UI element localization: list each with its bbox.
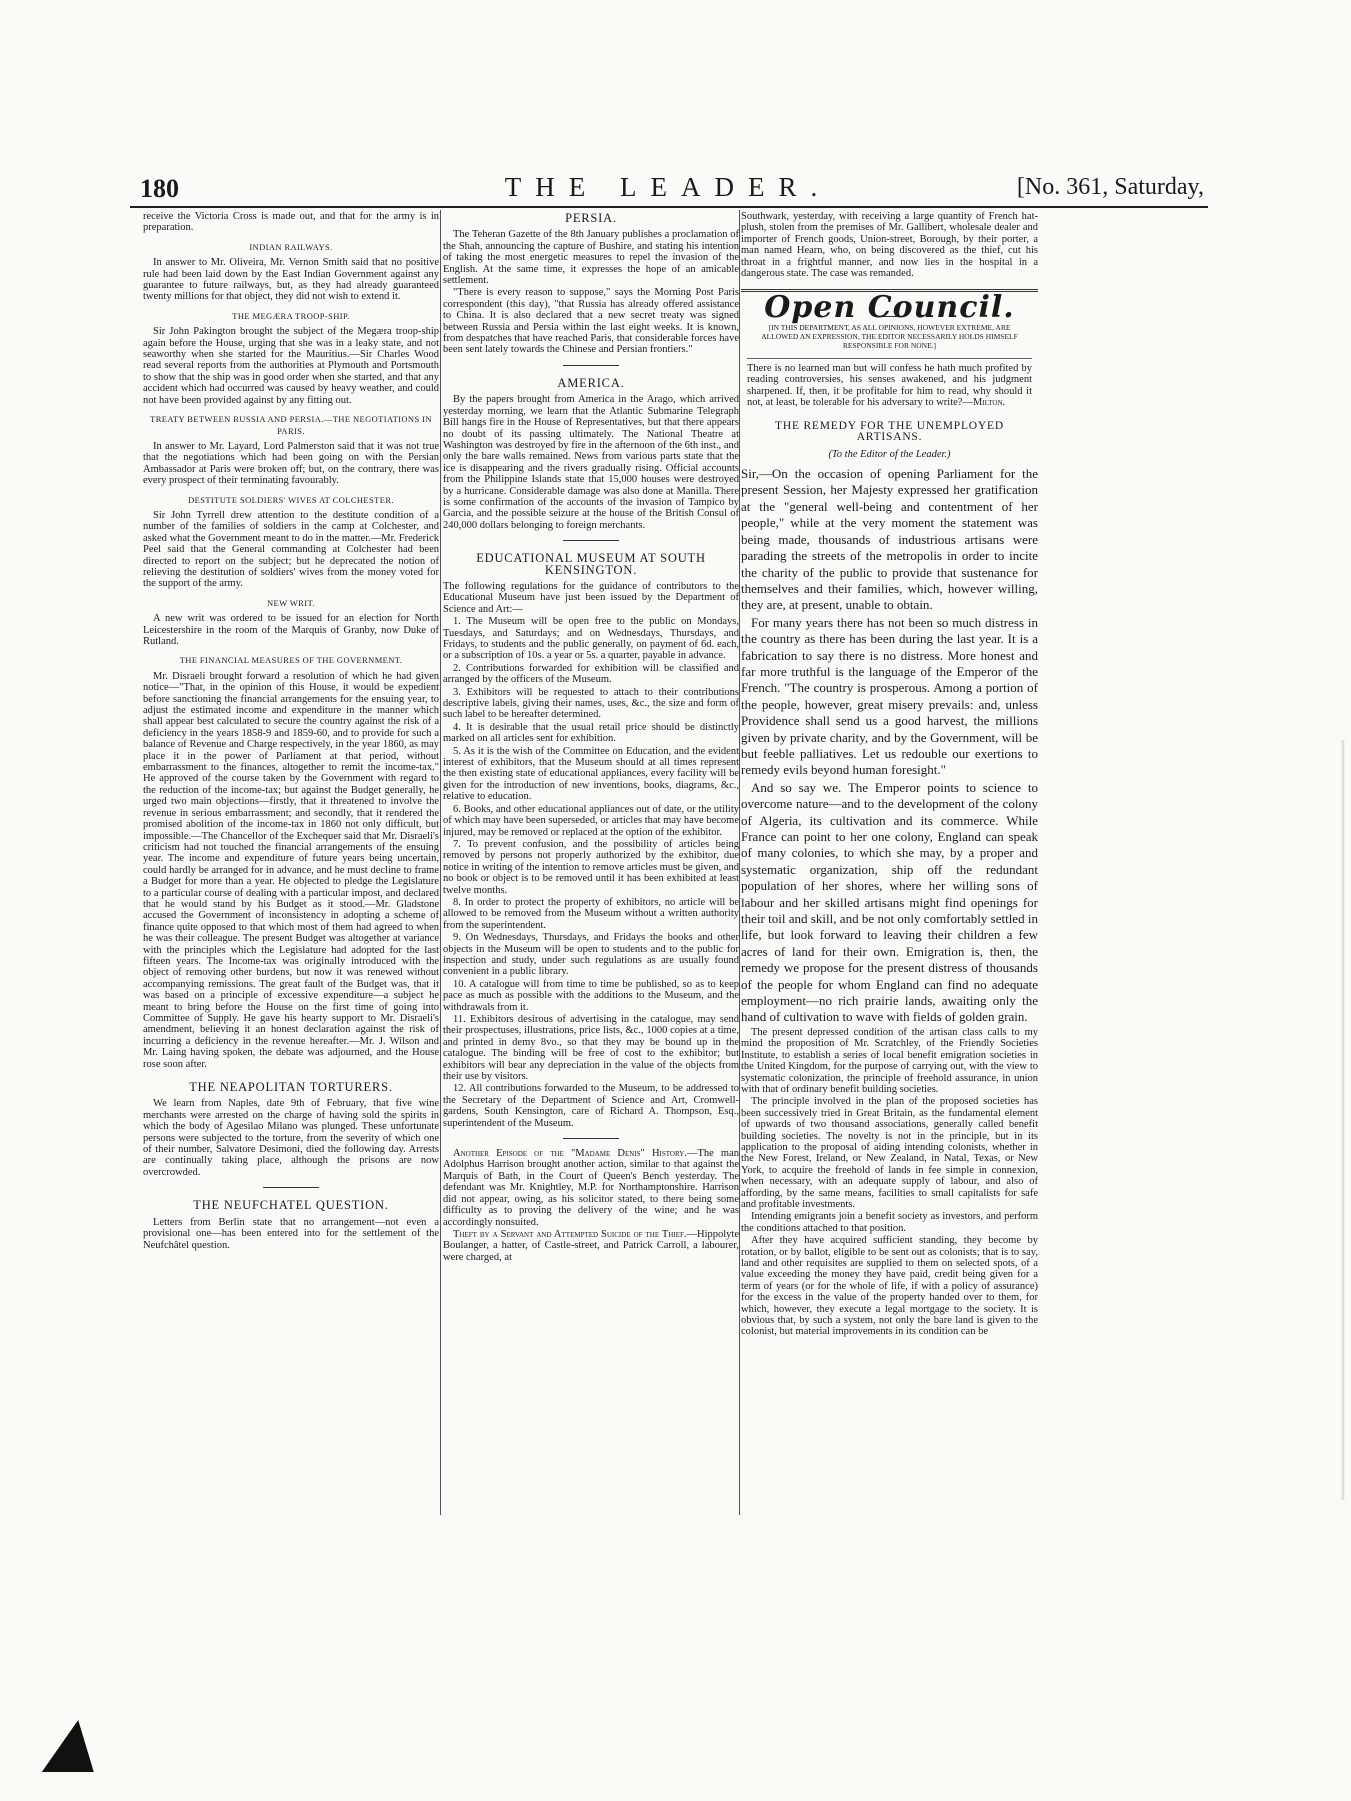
article-paragraph: Sir John Tyrrell drew attention to the destitute condition of a number of the families of soldiers in the camp at Colchester, and asked what the Government meant to do in the matter.—Mr. Frederick Peel said that the General commanding at Colchester had been directed to report on the subject; but he deprecated the notion of relieving the destitution of soldiers' wives from the money voted for the support of the army. <box>143 509 439 590</box>
open-council-title: Open Council. <box>764 290 1015 326</box>
letter-paragraph: Intending emigrants join a benefit society as investors, and perform the conditions attached to that position. <box>741 1211 1038 1234</box>
section-heading: THE FINANCIAL MEASURES OF THE GOVERNMENT. <box>179 655 403 666</box>
column-1 <box>143 211 439 1252</box>
news-item <box>443 1148 739 1228</box>
page-header <box>132 172 1204 208</box>
separator-rule <box>563 365 619 366</box>
rule-item: 3. Exhibitors will be requested to attach to their contributions descriptive labels, giving their names, uses, &c., the size and form of such label to be hereafter determined. <box>443 686 739 721</box>
article-paragraph: By the papers brought from America in the Arago, which arrived yesterday morning, we learn that the Atlantic Submarine Telegraph Bill hangs fire in the House of Representatives, but that there appears no doubt of its passing ultimately. The National Theatre at Washington was destroyed by fire in the afternoon of the 6th inst., and only the bare walls remained. News from various parts state that the ice is disappearing and the rivers gradually rising. Official accounts from the Philippine Islands state that 15,000 houses were destroyed by a hurricane. Considerable damage was also done at Manilla. There is some confirmation of the accounts of the invasion of Tampico by Garcia, and the possible seizure at the house of the British Consul of 240,000 dollars belonging to foreign merchants. <box>443 394 739 531</box>
rule-item: 7. To prevent confusion, and the possibility of articles being removed by persons not properly authorized by the exhibitor, due notice in writing of the intention to remove articles must be given, and no book or object is to be removed until it has been exhibited at least twelve months. <box>443 838 739 896</box>
news-item <box>443 1229 739 1263</box>
separator-rule <box>563 540 619 541</box>
rule-item: 4. It is desirable that the usual retail price should be distinctly marked on all articles sent for exhibition. <box>443 721 739 745</box>
separator-rule <box>563 1138 619 1139</box>
issue-number: [No. 361, Saturday, <box>1016 174 1204 200</box>
article-title: EDUCATIONAL MUSEUM AT SOUTH KENSINGTON. <box>476 551 706 577</box>
article-title: PERSIA. <box>565 211 617 225</box>
article-paragraph: The Teheran Gazette of the 8th January publishes a proclamation of the Shah, announcing the capture of Bushire, and stating his intention of taking the most energetic measures to repel the invasion of the English. At the same time, it expresses the hope of an amicable settlement. <box>443 229 739 287</box>
rule-item: 12. All contributions forwarded to the Museum, to be addressed to the Secretary of the Department of Science and Art, Cromwell-gardens, South Kensington, care of Richard A. Thompson, Esq., superintendent of the Museum. <box>443 1083 739 1129</box>
rule-item: 9. On Wednesdays, Thursdays, and Fridays the books and other objects in the Museum will be open to students and to the public for inspection and study, under such regulations as are usually found convenient in a public library. <box>443 932 739 978</box>
page-number: 180 <box>140 174 179 203</box>
article-paragraph: Mr. Disraeli brought forward a resolution of which he had given notice—"That, in the opinion of this House, it would be expedient before sanctioning the financial arrangements for the ensuing year, to adjust the estimated income and expenditure in the manner which shall appear best calculated to secure the country against the risk of a deficiency in the years 1858-9 and 1859-60, and to provide for such a balance of Revenue and Charge respectively, in the year 1860, as may place it in the power of Parliament at that period, without embarrassment to the finances, altogether to remit the income-tax." He approved of the course taken by the Government with regard to the reduction of the income-tax; but against the Budget generally, he urged two main objections—firstly, that it threatened to involve the revenue in serious embarrassment; and secondly, that it rendered the promised abolition of the income-tax in 1860 not only difficult, but impossible.—The Chancellor of the Exchequer said that Mr. Disraeli's criticism had not touched the financial arrangements of the ensuing year. The income and expenditure of future years being uncertain, could hardly be arranged for in advance, and he must decline to frame a Budget for more than a year. He objected to pledge the Legislature to a particular course of dealing with a particular impost, and declared that he would stand by his Budget as it stood.—Mr. Gladstone accused the Government of inconsistency in adopting a scheme of finance quite opposed to that which most of them had agreed to when he was their colleague. The present Budget was altogether at variance with the principles which the Legislature had adopted for the last fifteen years. The Income-tax was originally introduced with the object of removing other burdens, but now it was renewed without accompanying remissions. The great fault of the Budget was, that it was based on a principle of excessive expenditure—a subject he meant to bring before the House on the first time of going into Committee of Supply. He gave his hearty support to Mr. Disraeli's amendment, believing it an honest declaration against the risk of incurring a deficiency in the revenue hereafter.—Mr. J. Wilson and Mr. Laing having spoken, the debate was adjourned, and the House rose soon after. <box>143 670 439 1070</box>
article-paragraph: "There is every reason to suppose," says the Morning Post Paris correspondent (this day), "that Russia has already offered assistance to China. It is also declared that a new secret treaty was signed between Russia and Persia within the last eight weeks. It is known, from despatches that have reached Paris, that considerable forces have been sent lately towards the Chinese and Persian frontiers." <box>443 287 739 356</box>
rule-item: 5. As it is the wish of the Committee on Education, and the evident interest of exhibitors, that the Museum should at all times represent the then existing state of educational appliances, every facility will be given for the introduction of new inventions, books, diagrams, &c., relative to education. <box>443 745 739 803</box>
article-paragraph: Letters from Berlin state that no arrangement—not even a provisional one—has been entered into for the settlement of the Neufchâtel question. <box>143 1216 439 1251</box>
page-edge-shadow <box>1341 740 1345 1500</box>
column-divider <box>739 210 740 1515</box>
article-paragraph: In answer to Mr. Oliveira, Mr. Vernon Smith said that no positive rule had been laid down by the East Indian Government against any guarantee to future railways, but, as they had already guaranteed twenty millions for that object, they did not wish to extend it. <box>143 257 439 303</box>
article-paragraph: The following regulations for the guidance of contributors to the Educational Museum have just been issued by the Department of Science and Art:— <box>443 580 739 615</box>
rule-item: 11. Exhibitors desirous of advertising in the catalogue, may send their prospectuses, illustrations, price lists, &c., 1000 copies at a time, and printed in demy 8vo., so that they may be bound up in the catalogue. The binding will be free of cost to the exhibitor; but exhibitors will bear any depreciation in the value of the objects from their use by visitors. <box>443 1014 739 1083</box>
letter-addressee: (To the Editor of the Leader.) <box>828 448 951 460</box>
rule-item: 8. In order to protect the property of exhibitors, no article will be allowed to be removed from the Museum without a written authority from the superintendent. <box>443 896 739 931</box>
news-item-lead: Theft by a Servant and Attempted Suicide of the Thief. <box>453 1228 687 1240</box>
editorial-note: [IN THIS DEPARTMENT, AS ALL OPINIONS, HOWEVER EXTREME, ARE ALLOWED AN EXPRESSION, THE EDITOR NECESSARILY HOLDS HIMSELF RESPONSIBLE FOR NONE.] <box>761 322 1018 350</box>
section-heading: DESTITUTE SOLDIERS' WIVES AT COLCHESTER. <box>188 494 394 505</box>
masthead-title: THE LEADER. <box>504 172 832 202</box>
letter-paragraph: The principle involved in the plan of the proposed societies has been successively tried in Great Britain, as the fundamental element of upwards of two thousand associations, generally called benefit building societies. The novelty is not in the principle, but in its application to the proposal of aiding intending colonists, whether in the New Forest, Ireland, or New Zealand, in Natal, Texas, or New York, to acquire the freehold of lands in fee simple in connexion, when necessary, with an adequate supply of labour, and also of affording, by the same means, facilities to small capitalists for safe and profitable investments. <box>741 1096 1038 1210</box>
rule-item: 10. A catalogue will from time to time be published, so as to keep pace as much as possible with the additions to the Museum, and the withdrawals from it. <box>443 978 739 1013</box>
column-3 <box>741 211 1038 1339</box>
news-item-lead: Another Episode of the "Madame Denis" History. <box>453 1148 687 1160</box>
news-item-body: —The man Adolphus Harrison brought another action, similar to that against the Marquis of Bath, in the Court of Queen's Bench yesterday. The defendant was Mr. Knightley, M.P. for Northamptonshire. Harrison did not appear, owing, as his solicitor stated, to there being some difficulty as to proving the delivery of the wine; and he was accordingly nonsuited. <box>443 1148 739 1228</box>
article-paragraph: In answer to Mr. Layard, Lord Palmerston said that it was not true that the negotiations which had been going on with the Persian Ambassador at Paris were broken off; but, on the contrary, there was every prospect of their terminating favourably. <box>143 440 439 487</box>
article-title: AMERICA. <box>557 375 625 390</box>
epigraph-author: Milton. <box>972 397 1006 409</box>
rule-item: 2. Contributions forwarded for exhibition will be classified and arranged by the officers of the Museum. <box>443 662 739 686</box>
column-2 <box>443 211 739 1264</box>
letter-title: THE REMEDY FOR THE UNEMPLOYED ARTISANS. <box>775 419 1004 444</box>
letter-body <box>741 466 1038 1026</box>
section-heading: NEW WRIT. <box>267 597 315 608</box>
continued-text: receive the Victoria Cross is made out, and that for the army is in preparation. <box>143 211 439 234</box>
rule-item: 6. Books, and other educational appliances out of date, or the utility of which may have been superseded, or articles that may have become injured, may be removed or replaced at the option of the exhibitor. <box>443 803 739 838</box>
separator-rule <box>263 1187 319 1188</box>
news-item-body: —Hippolyte Boulanger, a hatter, of Castle-street, and Patrick Carroll, a labourer, were charged, at <box>443 1228 739 1263</box>
letter-paragraph: Sir,—On the occasion of opening Parliament for the present Session, her Majesty expressed her gratification at the "general well-being and contentment of her people," while at the very moment the statement was being made, thousands of industrious artisans were parading the streets of the metropolis in order to incite the charity of the public to provide that sustenance for themselves and their families, which, however willing, they are, at present, unable to obtain. <box>741 466 1038 613</box>
continued-text: Southwark, yesterday, with receiving a large quantity of French hat-plush, stolen from the premises of Mr. Gallibert, wholesale dealer and importer of French goods, Union-street, Borough, by their porter, a man named Hearn, who, on being discovered as the thief, cut his throat in a frightful manner, and now lies in the hospital in a dangerous state. The case was remanded. <box>741 211 1038 280</box>
rule-item: 1. The Museum will be open free to the public on Mondays, Tuesdays, and Saturdays; and on Wednesdays, Thursdays, and Fridays, to students and the public generally, on payment of 6d. each, or a subscription of 10s. a year or 5s. a quarter, payable in advance. <box>443 616 739 662</box>
column-divider <box>440 210 441 1515</box>
letter-paragraph: And so say we. The Emperor points to science to overcome nature—and to the development of the colony of Algeria, its cultivation and its commerce. While France can point to her one colony, England can speak of many colonies, to which she may, by a proper and systematic organization, ship off the redundant population of her shores, where her willing sons of labour and her skilled artisans might find openings for their toil and skill, and be not only comfortably settled in life, but look forward to leaving their children a few acres of land for their own. Emigration is, then, the remedy we propose for the present distress of thousands of the people for whom England can find no adequate employment—no rich prairie lands, awaiting only the hand of cultivation to wave with fields of golden grain. <box>741 779 1038 1025</box>
letter-paragraph: For many years there has not been so much distress in the country as there has been during the last year. It is a fabrication to say there is no distress. More honest and far more truthful is the language of the Emperor of the French. "The country is prosperous. Among a portion of the people, however, great misery prevails: and, unless Providence shall send us a good harvest, the millions given by private charity, and by the Government, will be but feeble palliatives. Let us redouble our exertions to remedy evils beyond human foresight." <box>741 614 1038 778</box>
letter-paragraph: After they have acquired sufficient standing, they become by rotation, or by ballot, eligible to be sent out as colonists; that is to say, land and other requisites are supplied to them on selected spots, of a value exceeding the money they have paid, credit being given for a term of years (or for the whole of life, if with a policy of assurance) for the excess in the value of the property handed over to them, for which, however, they execute a legal mortgage to the society. It is obvious that, by such a system, not only the bare land is given to the colonist, but material improvements in its condition can be <box>741 1235 1038 1338</box>
section-heading: THE MEGÆRA TROOP-SHIP. <box>232 310 350 321</box>
article-paragraph: We learn from Naples, date 9th of February, that five wine merchants were arrested on the charge of having sold the spirits in which the body of Agesilao Milano was plunged. These unfortunate persons were subjected to the torture, from the severity of which one of their number, Salvatore Desimoni, died the following day. Arrests are continually taking place, although the prisons are now overcrowded. <box>143 1098 439 1178</box>
section-heading: TREATY BETWEEN RUSSIA AND PERSIA.—THE NEGOTIATIONS IN PARIS. <box>150 414 432 436</box>
epigraph-text: There is no learned man but will confess he hath much profited by reading controversies, his senses awakened, and his judgment sharpened. If, then, it be profitable for him to read, why should it not, at least, be tolerable for his adversary to write?— <box>747 362 1032 409</box>
article-paragraph: Sir John Pakington brought the subject of the Megæra troop-ship again before the House, urging that she was in a leaky state, and not seaworthy when she started for the Mauritius.—Sir Charles Wood read several reports from the authorities at Plymouth and Portsmouth to show that the ship was in good order when she started, and that any accident which had occurred was caused by heavy weather, and could not have been provided against by any fitting out. <box>143 326 439 406</box>
section-heading: INDIAN RAILWAYS. <box>249 241 333 252</box>
header-rule <box>130 206 1208 208</box>
article-title: THE NEUFCHATEL QUESTION. <box>193 1198 389 1213</box>
epigraph <box>747 358 1032 409</box>
corner-fold-mark <box>42 1720 130 1772</box>
article-title: THE NEAPOLITAN TORTURERS. <box>189 1080 393 1095</box>
letter-paragraph: The present depressed condition of the artisan class calls to my mind the proposition of Mr. Scratchley, of the Friendly Societies Institute, to establish a series of local benefit emigration societies in the United Kingdom, for the purpose of carrying out, with the view to systematic colonization, the principle of freehold assurance, in union with that of ordinary benefit building societies. <box>741 1026 1038 1095</box>
article-paragraph: A new writ was ordered to be issued for an election for North Leicestershire in the room of the Marquis of Granby, now Duke of Rutland. <box>143 613 439 647</box>
